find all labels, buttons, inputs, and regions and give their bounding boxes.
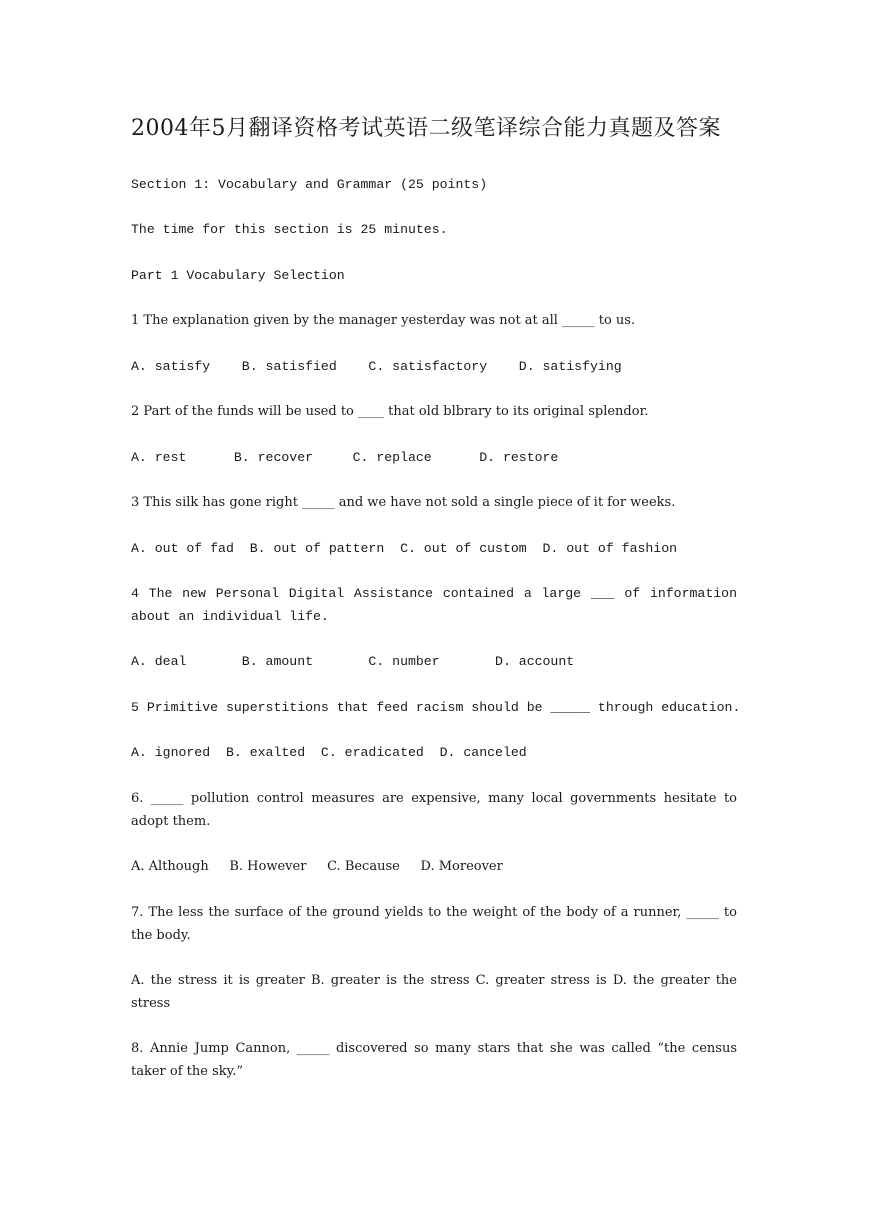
question-options: A. out of fad B. out of pattern C. out of custom D. out of fashion	[131, 541, 678, 556]
question-options: A. Although B. However C. Because D. Moreover	[131, 859, 503, 874]
question-stem: 6. _____ pollution control measures are expensive, many local governments hesitate to adopt them.	[131, 791, 737, 829]
question-options: A. ignored B. exalted C. eradicated D. canceled	[131, 745, 527, 760]
question-stem: 3 This silk has gone right _____ and we have not sold a single piece of it for weeks.	[131, 495, 676, 510]
question-options: A. satisfy B. satisfied C. satisfactory D. satisfying	[131, 359, 622, 374]
document-title: 2004年5月翻译资格考试英语二级笔译综合能力真题及答案	[131, 116, 721, 141]
question-stem: 5 Primitive superstitions that feed racism should be _____ through education.	[131, 700, 741, 715]
question-stem: 2 Part of the funds will be used to ____ that old blbrary to its original splendor.	[131, 404, 649, 419]
part-heading: Part 1 Vocabulary Selection	[131, 268, 345, 283]
section-heading: Section 1: Vocabulary and Grammar (25 points)	[131, 177, 488, 192]
question-stem: 4 The new Personal Digital Assistance contained a large ___ of information about an individual life.	[131, 586, 737, 624]
question-stem: 7. The less the surface of the ground yields to the weight of the body of a runner, _____ to the body.	[131, 905, 737, 943]
question-options: A. rest B. recover C. replace D. restore	[131, 450, 559, 465]
question-stem: 8. Annie Jump Cannon, _____ discovered so many stars that she was called “the census taker of the sky.”	[131, 1041, 737, 1079]
question-options: A. deal B. amount C. number D. account	[131, 654, 575, 669]
question-stem: 1 The explanation given by the manager yesterday was not at all _____ to us.	[131, 313, 636, 328]
question-options: A. the stress it is greater B. greater is the stress C. greater stress is D. the greater the stress	[131, 973, 737, 1011]
time-note: The time for this section is 25 minutes.	[131, 222, 448, 237]
